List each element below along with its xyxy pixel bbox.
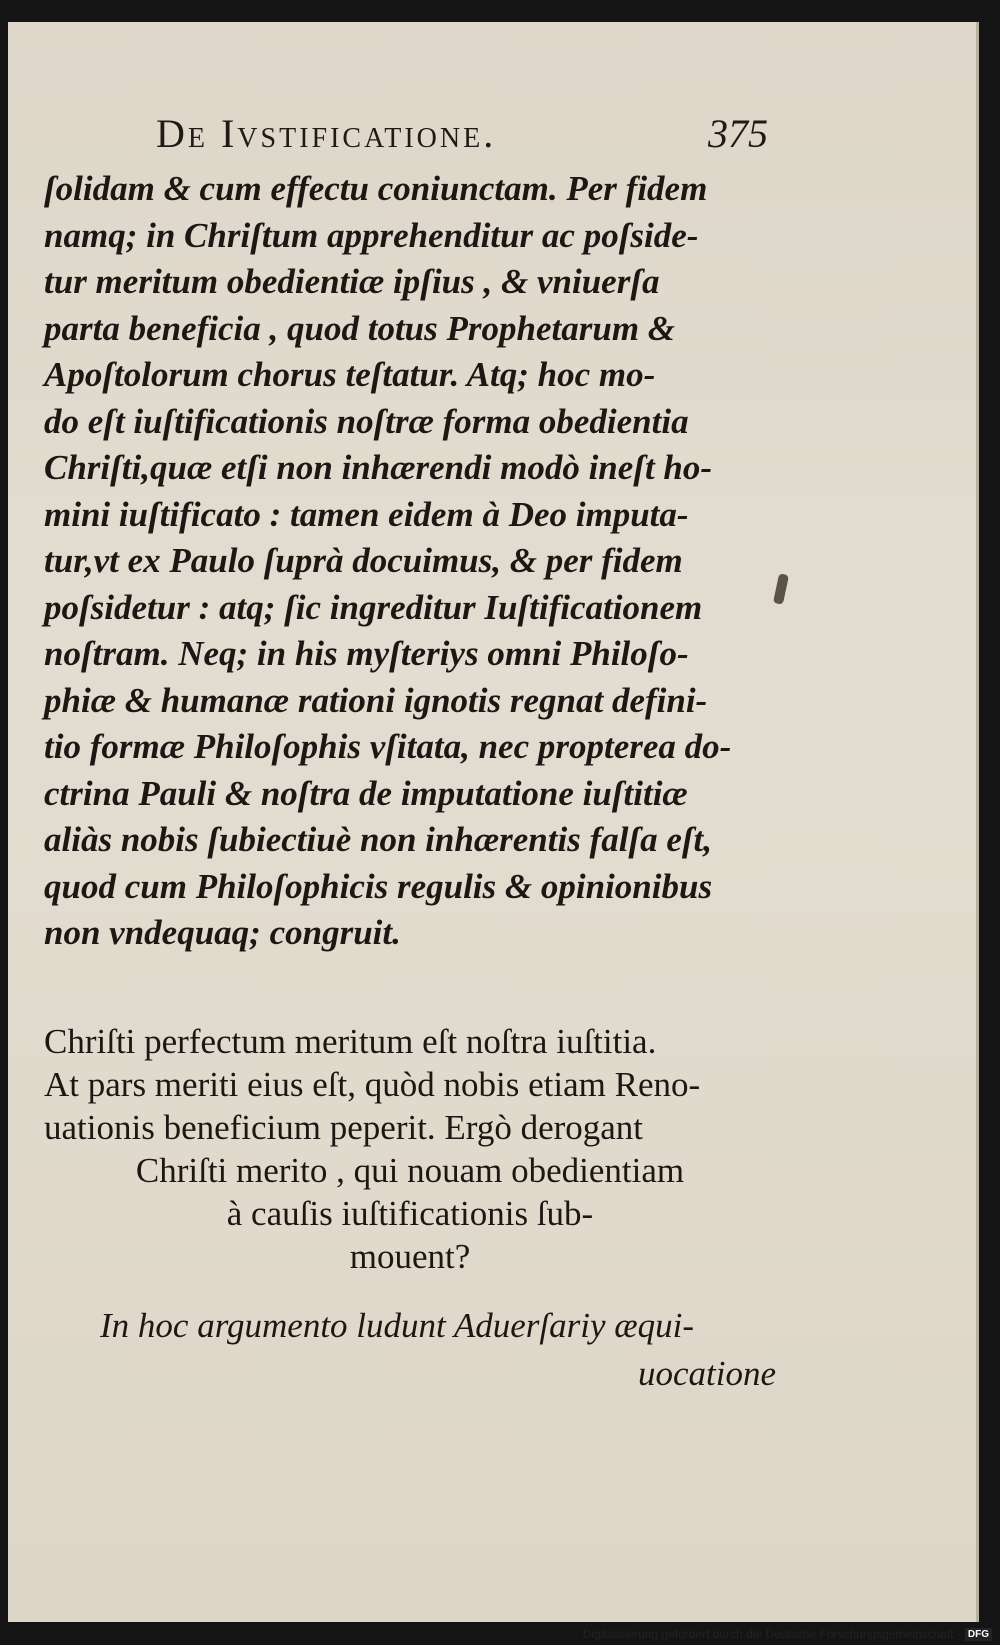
running-title: De Ivstificatione. — [156, 111, 497, 156]
text-line: mouent? — [349, 1237, 471, 1276]
text-line: Chriſti merito , qui nouam obedientiam — [135, 1151, 685, 1190]
text-line: poſsidetur : atq; ſic ingreditur Iuſtificationem — [44, 587, 703, 627]
page-header — [148, 110, 768, 160]
credit-text: Digitalisierung gefördert durch die Deutsche Forschungsgemeinschaft - — [582, 1627, 961, 1641]
text-line: do eſt iuſtificationis noſtræ forma obedientia — [44, 401, 689, 441]
text-line: namq; in Chriſtum apprehenditur ac poſside- — [44, 215, 699, 255]
text-line: aliàs nobis ſubiectiuè non inhærentis falſa eſt, — [44, 820, 712, 859]
text-line: non vndequaq; congruit. — [44, 913, 401, 952]
text-line: phiæ & humanæ rationi ignotis regnat defini- — [44, 680, 708, 720]
dfg-logo: DFG — [965, 1628, 992, 1641]
text-line: tur meritum obedientiæ ipſius , & vniuerſa — [44, 262, 660, 301]
text-line: ctrina Pauli & noſtra de imputatione iuſtitiæ — [44, 773, 688, 813]
text-line: At pars meriti eius eſt, quòd nobis etiam Reno- — [44, 1065, 701, 1104]
text-line: mini iuſtificato : tamen eidem à Deo imputa- — [44, 494, 689, 534]
text-line: noſtram. Neq; in his myſteriys omni Philoſo- — [44, 634, 689, 673]
roman-argument-heading — [44, 1020, 776, 1278]
text-line: ſolidam & cum effectu coniunctam. Per fidem — [44, 169, 708, 208]
text-line: Apoſtolorum chorus teſtatur. Atq; hoc mo- — [44, 355, 656, 394]
text-line: parta beneficia , quod totus Prophetarum & — [44, 308, 676, 348]
italic-paragraph — [44, 166, 784, 957]
digitization-credit — [583, 1626, 992, 1642]
text-line: Chriſti perfectum meritum eſt noſtra iuſtitia. — [44, 1022, 657, 1061]
text-line: tur,vt ex Paulo ſuprà docuimus, & per fidem — [44, 541, 683, 580]
italic-closing-paragraph — [100, 1302, 776, 1398]
text-line: uocatione — [637, 1354, 776, 1393]
text-line: à cauſis iuſtificationis ſub- — [226, 1194, 594, 1233]
text-line: In hoc argumento ludunt Aduerſariy æqui- — [100, 1306, 694, 1345]
book-page — [8, 22, 979, 1622]
text-line: uationis beneficium peperit. Ergò derogant — [44, 1108, 644, 1147]
text-line: quod cum Philoſophicis regulis & opinionibus — [44, 866, 713, 906]
page-number: 375 — [708, 111, 768, 156]
text-line: Chriſti,quæ etſi non inhærendi modò ineſt ho- — [44, 448, 713, 487]
text-line: tio formæ Philoſophis vſitata, nec propterea do- — [44, 727, 732, 766]
